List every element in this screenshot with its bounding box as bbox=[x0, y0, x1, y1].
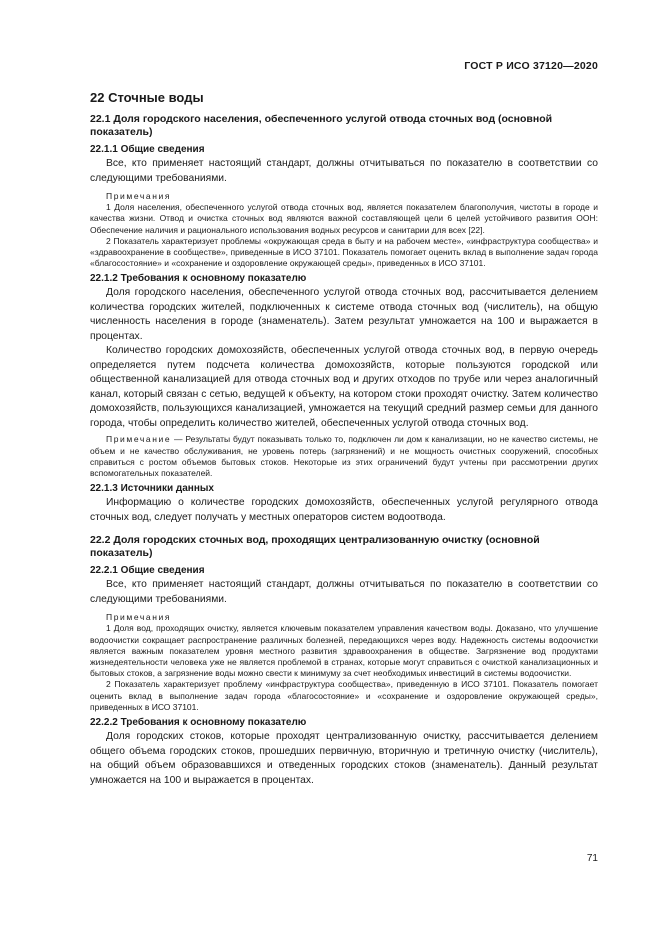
section-title: 22 Сточные воды bbox=[90, 90, 204, 105]
notes-title: Примечания bbox=[106, 191, 172, 201]
clause-22-2-2-paragraph-1: Доля городских стоков, которые проходят централизованную очистку, рассчитывается делением общего объема городских стоков, прошедших первичную, вторичную и третичную очистку (числитель), на общий объем образовавшихся и отведенных городских стоков (знаменатель). Данный результат умножается на 100 и выражается в процентах. bbox=[90, 731, 598, 786]
document-code: ГОСТ Р ИСО 37120—2020 bbox=[464, 60, 598, 72]
note-2-b: 2 Показатель характеризует проблему «инфраструктура сообщества», приведенную в ИСО 37101. Показатель помогает оценить вклад в выполнение задач города «благосостояние» и «сохранение и оздоровление окружающей среды», приведенных в ИСО 37101. bbox=[90, 679, 598, 712]
note-text: — Результаты будут показывать только то, подключен ли дом к канализации, но не качество системы, не объем и не качество обслуживания, не уровень потерь (загрязнений) и не мощность очистных сооружений, способных справиться с ростом объемов бытовых стоков. Некоторые из этих ограничений будут учтены при рассмотрении других вспомогательных показателей. bbox=[90, 434, 598, 479]
note-1: 1 Доля населения, обеспеченного услугой отвода сточных вод, является показателем благополучия, чистоты в городе и качества жизни. Отвод и очистка сточных вод являются важной составляющей цели 6 целей устойчивого развития ООН: Обеспечение наличия и рационального использования водных ресурсов и санитарии для всех [22]. bbox=[90, 202, 598, 235]
clause-22-2-1-text: Все, кто применяет настоящий стандарт, должны отчитываться по показателю в соответствии со следующими требованиями. bbox=[90, 579, 598, 605]
subsection-22-1-title: 22.1 Доля городского населения, обеспеченного услугой отвода сточных вод (основной показатель) bbox=[90, 113, 553, 138]
clause-22-1-2-paragraph-2: Количество городских домохозяйств, обеспеченных услугой отвода сточных вод, в первую очередь определяется путем подсчета количества домохозяйств, которые пользуются городской или общественной канализацией для отвода сточных вод и других отходов по трубе или через аналогичный канал, который связан с сетью, ведущей к объекту, на котором стоки проходят очистку. Затем количество домохозяйств, пользующихся канализацией, умножается на текущий средний размер семьи для данного города, чтобы определить количество жителей, обеспеченных услугой отвода сточных вод. bbox=[90, 345, 598, 429]
notes-title-2: Примечания bbox=[106, 612, 172, 623]
note-1-b: 1 Доля вод, проходящих очистку, является ключевым показателем управления качеством воды. Доказано, что улучшение водоочистки сокращает распространение различных болезней, передающихся через воду. Надежность системы водоочистки является важным показателем уровня местного развития здравоохранения в обществе. Загрязнение вод продуктами жизнедеятельности человека уже не является проблемой в странах, которые могут справиться с очисткой канализационных и бытовых стоков, а загрязнение воды можно свести к минимуму за счет необходимых инвестиций в системы водоочистки. bbox=[90, 623, 598, 679]
clause-22-1-2-paragraph-1: Доля городского населения, обеспеченного услугой отвода сточных вод, рассчитывается делением количества городских жителей, подключенных к системе отвода сточных вод (числитель), на общую численность населения в городе (знаменатель). Затем результат умножается на 100 и выражается в процентах. bbox=[90, 287, 598, 342]
clause-22-1-1-title: 22.1.1 Общие сведения bbox=[90, 144, 205, 155]
clause-22-2-1-title: 22.2.1 Общие сведения bbox=[90, 565, 205, 577]
page-content bbox=[90, 90, 598, 788]
clause-22-1-3-text: Информацию о количестве городских домохозяйств, обеспеченных услугой регулярного отвода сточных вод, следует получать у местных операторов систем водоотвода. bbox=[90, 497, 598, 523]
subsection-22-2-title: 22.2 Доля городских сточных вод, проходящих централизованную очистку (основной показатель) bbox=[90, 534, 540, 560]
page-number: 71 bbox=[586, 853, 598, 864]
clause-22-1-1-text: Все, кто применяет настоящий стандарт, должны отчитываться по показателю в соответствии со следующими требованиями. bbox=[90, 158, 598, 184]
note-2: 2 Показатель характеризует проблемы «окружающая среда в быту и на рабочем месте», «инфраструктура сообщества» и «здравоохранение в сообществе», приведенные в ИСО 37101. Показатель помогает оценить вклад в выполнение задач города «благосостояние» и «сохранение и оздоровление окружающей среды», приведенных в ИСО 37101. bbox=[90, 235, 598, 269]
note-label: Примечание bbox=[106, 434, 172, 445]
clause-22-1-2-title: 22.1.2 Требования к основному показателю bbox=[90, 273, 307, 285]
note-single bbox=[90, 434, 598, 479]
clause-22-1-3-title: 22.1.3 Источники данных bbox=[90, 483, 214, 495]
clause-22-2-2-title: 22.2.2 Требования к основному показателю bbox=[90, 717, 307, 729]
